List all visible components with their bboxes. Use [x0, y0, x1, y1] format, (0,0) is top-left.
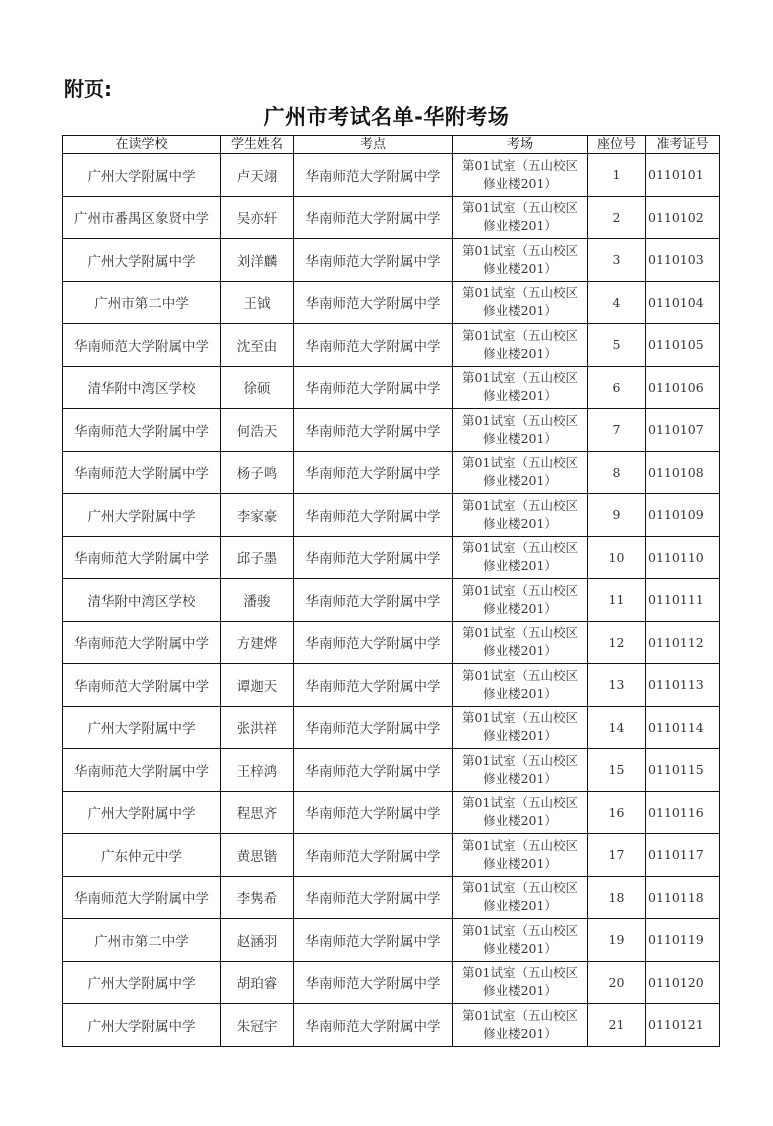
cell-exam-site: 华南师范大学附属中学 [294, 451, 453, 494]
table-row [63, 281, 720, 324]
cell-ticket-number: 0110109 [646, 494, 720, 537]
cell-exam-room [453, 366, 588, 409]
exam-room-line-1: 第01试室（五山校区 [462, 157, 578, 173]
page-label: 附页: [64, 77, 112, 101]
cell-exam-room [453, 324, 588, 367]
cell-exam-room [453, 536, 588, 579]
cell-ticket-number: 0110120 [646, 961, 720, 1004]
table-row [63, 791, 720, 834]
exam-room-line-2: 修业楼201） [483, 558, 557, 574]
exam-room-line-1: 第01试室（五山校区 [462, 582, 578, 598]
cell-exam-room [453, 834, 588, 877]
cell-exam-site: 华南师范大学附属中学 [294, 409, 453, 452]
cell-seat-number: 19 [588, 919, 646, 962]
exam-room-line-1: 第01试室（五山校区 [462, 965, 578, 981]
cell-seat-number: 16 [588, 791, 646, 834]
exam-room-line-1: 第01试室（五山校区 [462, 412, 578, 428]
cell-seat-number: 11 [588, 579, 646, 622]
table-row [63, 154, 720, 197]
cell-school: 广东仲元中学 [63, 834, 221, 877]
cell-seat-number: 2 [588, 196, 646, 239]
cell-school: 华南师范大学附属中学 [63, 409, 221, 452]
exam-room-line-2: 修业楼201） [483, 388, 557, 404]
exam-room-line-2: 修业楼201） [483, 685, 557, 701]
cell-ticket-number: 0110114 [646, 706, 720, 749]
cell-ticket-number: 0110112 [646, 621, 720, 664]
cell-exam-room [453, 196, 588, 239]
document-title: 广州市考试名单-华附考场 [263, 105, 510, 129]
table-row [63, 324, 720, 367]
cell-ticket-number: 0110117 [646, 834, 720, 877]
cell-student-name: 李隽希 [221, 876, 294, 919]
cell-school: 广州大学附属中学 [63, 1004, 221, 1047]
cell-seat-number: 1 [588, 154, 646, 197]
cell-exam-site: 华南师范大学附属中学 [294, 706, 453, 749]
cell-ticket-number: 0110119 [646, 919, 720, 962]
cell-student-name: 潘骏 [221, 579, 294, 622]
cell-student-name: 邱子墨 [221, 536, 294, 579]
cell-exam-room [453, 1004, 588, 1047]
cell-exam-room [453, 961, 588, 1004]
cell-school: 广州大学附属中学 [63, 961, 221, 1004]
cell-seat-number: 8 [588, 451, 646, 494]
cell-student-name: 何浩天 [221, 409, 294, 452]
exam-room-line-1: 第01试室（五山校区 [462, 795, 578, 811]
exam-room-line-1: 第01试室（五山校区 [462, 540, 578, 556]
exam-room-line-2: 修业楼201） [483, 430, 557, 446]
cell-seat-number: 6 [588, 366, 646, 409]
cell-exam-room [453, 749, 588, 792]
cell-seat-number: 21 [588, 1004, 646, 1047]
cell-seat-number: 18 [588, 876, 646, 919]
table-row [63, 196, 720, 239]
cell-school: 清华附中湾区学校 [63, 366, 221, 409]
column-header-ticket-number: 准考证号 [646, 136, 720, 154]
table-row [63, 621, 720, 664]
column-header-student-name: 学生姓名 [221, 136, 294, 154]
cell-school: 华南师范大学附属中学 [63, 621, 221, 664]
cell-school: 广州大学附属中学 [63, 494, 221, 537]
cell-ticket-number: 0110107 [646, 409, 720, 452]
exam-roster-table [62, 135, 720, 1047]
exam-room-line-1: 第01试室（五山校区 [462, 242, 578, 258]
cell-school: 广州市第二中学 [63, 919, 221, 962]
cell-exam-site: 华南师范大学附属中学 [294, 1004, 453, 1047]
cell-exam-room [453, 919, 588, 962]
exam-room-line-1: 第01试室（五山校区 [462, 200, 578, 216]
cell-seat-number: 10 [588, 536, 646, 579]
cell-seat-number: 13 [588, 664, 646, 707]
cell-exam-site: 华南师范大学附属中学 [294, 154, 453, 197]
cell-student-name: 吴亦轩 [221, 196, 294, 239]
cell-exam-room [453, 239, 588, 282]
cell-exam-room [453, 154, 588, 197]
cell-school: 华南师范大学附属中学 [63, 664, 221, 707]
cell-student-name: 徐硕 [221, 366, 294, 409]
cell-student-name: 赵涵羽 [221, 919, 294, 962]
table-row [63, 749, 720, 792]
cell-ticket-number: 0110113 [646, 664, 720, 707]
cell-student-name: 王钺 [221, 281, 294, 324]
exam-room-line-2: 修业楼201） [483, 770, 557, 786]
column-header-exam-room: 考场 [453, 136, 588, 154]
exam-room-line-1: 第01试室（五山校区 [462, 922, 578, 938]
table-row [63, 664, 720, 707]
cell-seat-number: 20 [588, 961, 646, 1004]
exam-room-line-1: 第01试室（五山校区 [462, 667, 578, 683]
cell-exam-site: 华南师范大学附属中学 [294, 281, 453, 324]
table-row [63, 706, 720, 749]
cell-student-name: 黄思锴 [221, 834, 294, 877]
table-row [63, 536, 720, 579]
cell-seat-number: 3 [588, 239, 646, 282]
exam-room-line-1: 第01试室（五山校区 [462, 837, 578, 853]
cell-student-name: 沈至由 [221, 324, 294, 367]
cell-ticket-number: 0110108 [646, 451, 720, 494]
cell-seat-number: 14 [588, 706, 646, 749]
cell-school: 广州市第二中学 [63, 281, 221, 324]
column-header-exam-site: 考点 [294, 136, 453, 154]
cell-seat-number: 15 [588, 749, 646, 792]
cell-student-name: 胡珀睿 [221, 961, 294, 1004]
cell-exam-site: 华南师范大学附属中学 [294, 579, 453, 622]
exam-room-line-2: 修业楼201） [483, 855, 557, 871]
table-row [63, 451, 720, 494]
cell-exam-site: 华南师范大学附属中学 [294, 536, 453, 579]
cell-exam-site: 华南师范大学附属中学 [294, 664, 453, 707]
table-row [63, 494, 720, 537]
column-header-school: 在读学校 [63, 136, 221, 154]
exam-room-line-1: 第01试室（五山校区 [462, 327, 578, 343]
table-row [63, 239, 720, 282]
table-row [63, 834, 720, 877]
cell-exam-room [453, 664, 588, 707]
exam-room-line-1: 第01试室（五山校区 [462, 497, 578, 513]
cell-student-name: 谭迦天 [221, 664, 294, 707]
cell-ticket-number: 0110118 [646, 876, 720, 919]
cell-seat-number: 17 [588, 834, 646, 877]
exam-room-line-1: 第01试室（五山校区 [462, 880, 578, 896]
exam-room-line-2: 修业楼201） [483, 1025, 557, 1041]
cell-ticket-number: 0110101 [646, 154, 720, 197]
exam-room-line-1: 第01试室（五山校区 [462, 285, 578, 301]
exam-room-line-2: 修业楼201） [483, 218, 557, 234]
cell-ticket-number: 0110103 [646, 239, 720, 282]
exam-room-line-2: 修业楼201） [483, 813, 557, 829]
cell-ticket-number: 0110104 [646, 281, 720, 324]
cell-exam-room [453, 579, 588, 622]
exam-room-line-2: 修业楼201） [483, 260, 557, 276]
cell-exam-site: 华南师范大学附属中学 [294, 621, 453, 664]
cell-student-name: 刘洋麟 [221, 239, 294, 282]
cell-exam-room [453, 706, 588, 749]
table-header-row [63, 136, 720, 154]
cell-exam-site: 华南师范大学附属中学 [294, 749, 453, 792]
cell-ticket-number: 0110106 [646, 366, 720, 409]
cell-exam-site: 华南师范大学附属中学 [294, 961, 453, 1004]
cell-exam-room [453, 876, 588, 919]
cell-seat-number: 9 [588, 494, 646, 537]
cell-seat-number: 4 [588, 281, 646, 324]
table-row [63, 366, 720, 409]
exam-room-line-1: 第01试室（五山校区 [462, 625, 578, 641]
cell-ticket-number: 0110115 [646, 749, 720, 792]
exam-room-line-1: 第01试室（五山校区 [462, 710, 578, 726]
table-row [63, 919, 720, 962]
cell-student-name: 张洪祥 [221, 706, 294, 749]
cell-exam-site: 华南师范大学附属中学 [294, 791, 453, 834]
exam-room-line-2: 修业楼201） [483, 898, 557, 914]
exam-room-line-2: 修业楼201） [483, 303, 557, 319]
cell-ticket-number: 0110121 [646, 1004, 720, 1047]
cell-student-name: 卢天翊 [221, 154, 294, 197]
exam-room-line-2: 修业楼201） [483, 728, 557, 744]
cell-exam-site: 华南师范大学附属中学 [294, 239, 453, 282]
exam-room-line-2: 修业楼201） [483, 600, 557, 616]
cell-exam-site: 华南师范大学附属中学 [294, 324, 453, 367]
cell-exam-room [453, 791, 588, 834]
exam-room-line-1: 第01试室（五山校区 [462, 1007, 578, 1023]
cell-school: 广州大学附属中学 [63, 706, 221, 749]
table-row [63, 1004, 720, 1047]
cell-ticket-number: 0110116 [646, 791, 720, 834]
cell-student-name: 程思齐 [221, 791, 294, 834]
exam-room-line-2: 修业楼201） [483, 175, 557, 191]
exam-room-line-2: 修业楼201） [483, 983, 557, 999]
cell-student-name: 朱冠宇 [221, 1004, 294, 1047]
cell-ticket-number: 0110102 [646, 196, 720, 239]
cell-exam-room [453, 281, 588, 324]
cell-exam-room [453, 621, 588, 664]
cell-exam-site: 华南师范大学附属中学 [294, 919, 453, 962]
exam-room-line-2: 修业楼201） [483, 473, 557, 489]
cell-seat-number: 7 [588, 409, 646, 452]
column-header-seat-number: 座位号 [588, 136, 646, 154]
cell-exam-site: 华南师范大学附属中学 [294, 366, 453, 409]
cell-ticket-number: 0110110 [646, 536, 720, 579]
cell-seat-number: 5 [588, 324, 646, 367]
exam-room-line-2: 修业楼201） [483, 345, 557, 361]
table-row [63, 579, 720, 622]
cell-student-name: 杨子鸣 [221, 451, 294, 494]
cell-student-name: 李家豪 [221, 494, 294, 537]
cell-exam-site: 华南师范大学附属中学 [294, 876, 453, 919]
cell-school: 广州大学附属中学 [63, 239, 221, 282]
cell-exam-site: 华南师范大学附属中学 [294, 196, 453, 239]
exam-room-line-2: 修业楼201） [483, 940, 557, 956]
cell-exam-site: 华南师范大学附属中学 [294, 834, 453, 877]
exam-room-line-2: 修业楼201） [483, 643, 557, 659]
cell-exam-site: 华南师范大学附属中学 [294, 494, 453, 537]
cell-school: 广州大学附属中学 [63, 791, 221, 834]
cell-school: 华南师范大学附属中学 [63, 876, 221, 919]
cell-student-name: 王梓鸿 [221, 749, 294, 792]
table-row [63, 409, 720, 452]
cell-exam-room [453, 494, 588, 537]
cell-seat-number: 12 [588, 621, 646, 664]
cell-school: 华南师范大学附属中学 [63, 324, 221, 367]
cell-exam-room [453, 409, 588, 452]
cell-school: 广州市番禺区象贤中学 [63, 196, 221, 239]
exam-room-line-1: 第01试室（五山校区 [462, 752, 578, 768]
exam-room-line-2: 修业楼201） [483, 515, 557, 531]
cell-school: 华南师范大学附属中学 [63, 749, 221, 792]
cell-ticket-number: 0110105 [646, 324, 720, 367]
table-body [63, 154, 720, 1047]
cell-student-name: 方建烨 [221, 621, 294, 664]
cell-school: 华南师范大学附属中学 [63, 536, 221, 579]
cell-school: 清华附中湾区学校 [63, 579, 221, 622]
cell-exam-room [453, 451, 588, 494]
cell-ticket-number: 0110111 [646, 579, 720, 622]
cell-school: 华南师范大学附属中学 [63, 451, 221, 494]
table-row [63, 876, 720, 919]
exam-room-line-1: 第01试室（五山校区 [462, 455, 578, 471]
cell-school: 广州大学附属中学 [63, 154, 221, 197]
table-row [63, 961, 720, 1004]
exam-room-line-1: 第01试室（五山校区 [462, 370, 578, 386]
